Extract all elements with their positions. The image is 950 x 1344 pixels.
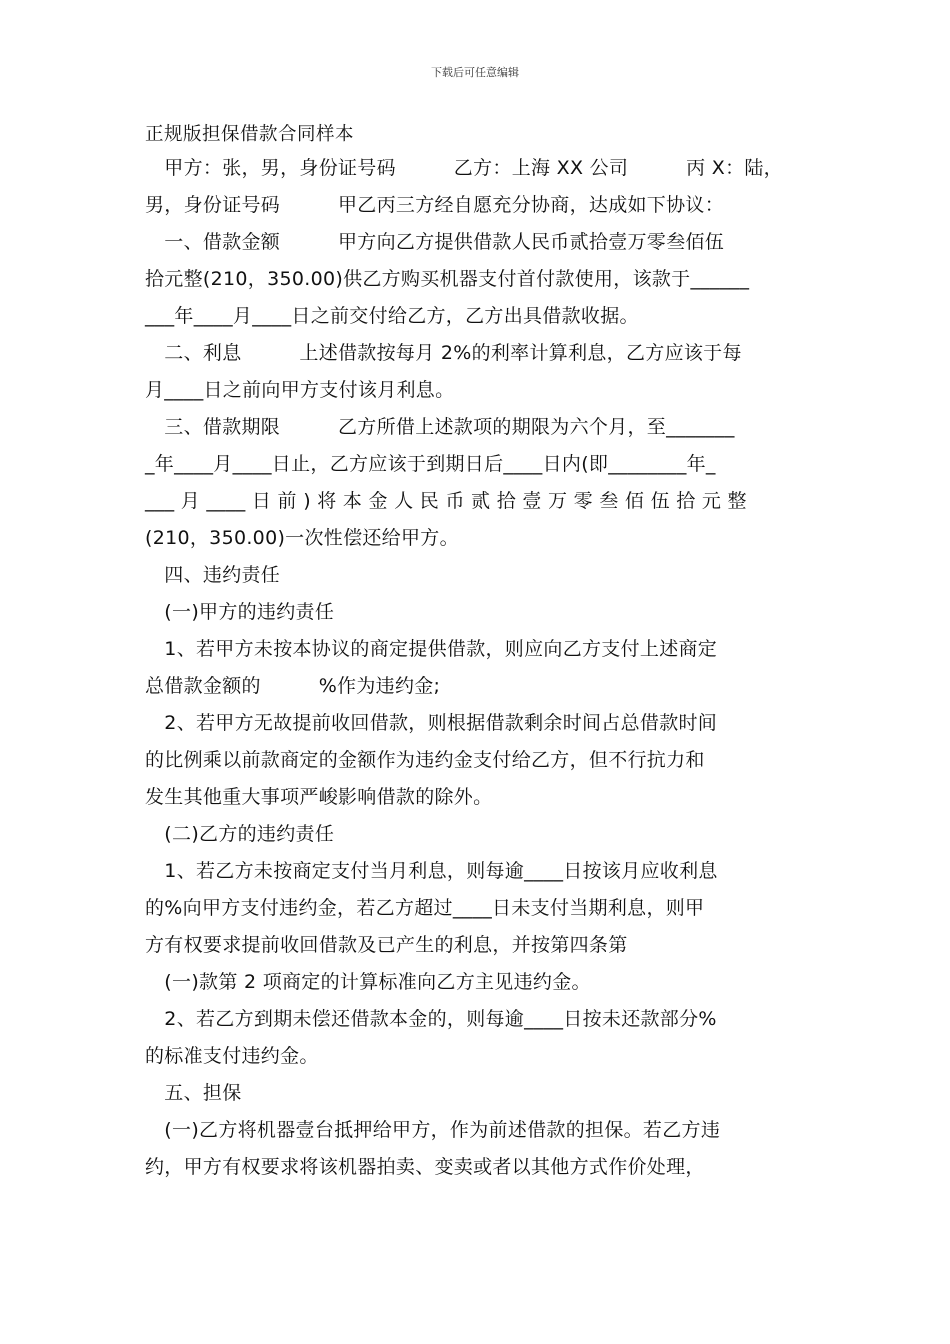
text-line: ___年____月____日之前交付给乙方，乙方出具借款收据。 bbox=[145, 305, 639, 327]
text-line: 方有权要求提前收回借款及已产生的利息，并按第四条第 bbox=[145, 934, 628, 956]
text-line: 三、借款期限 乙方所借上述款项的期限为六个月，至_______ bbox=[145, 416, 735, 438]
text-line: 的标准支付违约金。 bbox=[145, 1045, 319, 1067]
text-line: 拾元整(210，350.00)供乙方购买机器支付首付款使用，该款于______ bbox=[145, 268, 750, 290]
paragraph-list bbox=[145, 150, 807, 1186]
page-header: 下载后可任意编辑 bbox=[431, 66, 519, 79]
text-line: (二)乙方的违约责任 bbox=[145, 823, 335, 845]
text-line: 五、担保 bbox=[145, 1082, 242, 1104]
text-line: 月____日之前向甲方支付该月利息。 bbox=[145, 379, 455, 401]
text-line: (一)甲方的违约责任 bbox=[145, 601, 335, 623]
text-line: 2、若甲方无故提前收回借款，则根据借款剩余时间占总借款时间 bbox=[145, 712, 718, 734]
paragraph-s4b1 bbox=[145, 853, 807, 964]
text-line: 四、违约责任 bbox=[145, 564, 281, 586]
paragraph-s4b1b bbox=[145, 964, 807, 1001]
text-line: 1、若乙方未按商定支付当月利息，则每逾____日按该月应收利息 bbox=[145, 860, 718, 882]
paragraph-s2 bbox=[145, 335, 807, 409]
text-line: (210，350.00)一次性偿还给甲方。 bbox=[145, 527, 459, 549]
paragraph-s5a bbox=[145, 1112, 807, 1186]
paragraph-s1 bbox=[145, 224, 807, 335]
text-line: 二、利息 上述借款按每月 2%的利率计算利息，乙方应该于每 bbox=[145, 342, 742, 364]
text-line: 甲方：张，男，身份证号码 乙方：上海 XX 公司 丙 X：陆， bbox=[145, 157, 783, 179]
paragraph-s4 bbox=[145, 557, 807, 594]
paragraph-s5 bbox=[145, 1075, 807, 1112]
text-line: 的比例乘以前款商定的金额作为违约金支付给乙方，但不行抗力和 bbox=[145, 749, 705, 771]
text-line: (一)乙方将机器壹台抵押给甲方，作为前述借款的担保。若乙方违 bbox=[145, 1119, 721, 1141]
paragraph-s4a bbox=[145, 594, 807, 631]
text-line: 男，身份证号码 甲乙丙三方经自愿充分协商，达成如下协议： bbox=[145, 194, 725, 216]
text-line: 的%向甲方支付违约金，若乙方超过____日未支付当期利息，则甲 bbox=[145, 897, 705, 919]
text-line: ___ 月 ____ 日 前 ) 将 本 金 人 民 币 贰 拾 壹 万 零 叁 佰 伍 拾 元 整 bbox=[145, 490, 747, 512]
paragraph-s4a1 bbox=[145, 631, 807, 705]
text-line: 发生其他重大事项严峻影响借款的除外。 bbox=[145, 786, 493, 808]
text-line: 一、借款金额 甲方向乙方提供借款人民币贰拾壹万零叁佰伍 bbox=[145, 231, 725, 253]
paragraph-s4a2 bbox=[145, 705, 807, 816]
paragraph-s4b bbox=[145, 816, 807, 853]
text-line: 总借款金额的 %作为违约金; bbox=[145, 675, 441, 697]
paragraph-s4b2 bbox=[145, 1001, 807, 1075]
paragraph-parties bbox=[145, 150, 807, 224]
text-line: 约，甲方有权要求将该机器拍卖、变卖或者以其他方式作价处理， bbox=[145, 1156, 705, 1178]
text-line: (一)款第 2 项商定的计算标准向乙方主见违约金。 bbox=[145, 971, 591, 993]
document-body bbox=[145, 120, 807, 1186]
text-line: _年____月____日止，乙方应该于到期日后____日内(即________年_ bbox=[145, 453, 716, 475]
document-title: 正规版担保借款合同样本 bbox=[145, 124, 355, 145]
text-line: 1、若甲方未按本协议的商定提供借款，则应向乙方支付上述商定 bbox=[145, 638, 718, 660]
text-line: 2、若乙方到期未偿还借款本金的，则每逾____日按未还款部分% bbox=[145, 1008, 717, 1030]
paragraph-s3 bbox=[145, 409, 807, 557]
